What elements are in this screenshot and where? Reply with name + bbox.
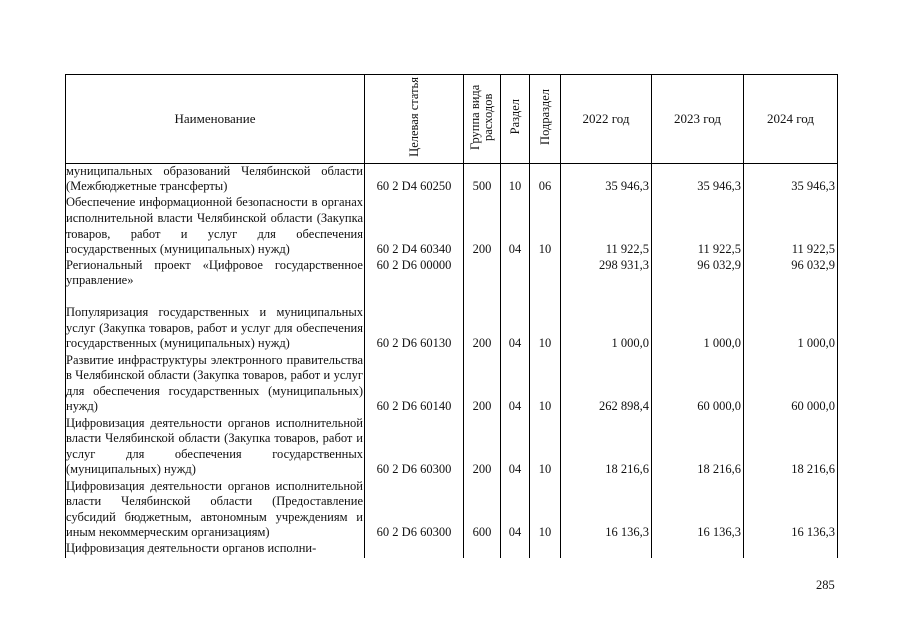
header-name: Наименование <box>66 75 365 164</box>
row-2022: 11 922,5 <box>561 195 652 258</box>
row-rz: 10 <box>501 163 530 195</box>
row-vr: 200 <box>464 352 501 415</box>
row-vr: 500 <box>464 163 501 195</box>
row-vr: 200 <box>464 415 501 478</box>
row-2024: 96 032,9 <box>744 258 838 289</box>
row-pr <box>530 258 561 289</box>
row-2022: 16 136,3 <box>561 478 652 541</box>
row-rz: 04 <box>501 478 530 541</box>
row-csr: 60 2 D6 00000 <box>365 258 464 289</box>
row-pr: 10 <box>530 415 561 478</box>
row-vr: 200 <box>464 289 501 352</box>
table-row <box>66 541 838 558</box>
row-vr: 600 <box>464 478 501 541</box>
table-row <box>66 352 838 415</box>
row-2023: 11 922,5 <box>652 195 744 258</box>
row-pr: 10 <box>530 352 561 415</box>
budget-table <box>65 74 838 558</box>
row-2022 <box>561 541 652 558</box>
row-csr: 60 2 D6 60300 <box>365 478 464 541</box>
row-2022: 18 216,6 <box>561 415 652 478</box>
table-row <box>66 478 838 541</box>
row-vr: 200 <box>464 195 501 258</box>
row-2024: 60 000,0 <box>744 352 838 415</box>
row-name: Обеспечение информационной безопасности в органах исполнительной власти Челябинской области (Закупка товаров, работ и услуг для обеспечения государственных (муниципальных) нужд) <box>66 195 363 257</box>
row-2023: 18 216,6 <box>652 415 744 478</box>
row-pr: 10 <box>530 195 561 258</box>
row-vr <box>464 541 501 558</box>
row-pr <box>530 541 561 558</box>
table-row <box>66 415 838 478</box>
row-pr: 10 <box>530 289 561 352</box>
row-2023 <box>652 541 744 558</box>
row-csr <box>365 541 464 558</box>
header-2024: 2024 год <box>744 75 838 164</box>
row-2022: 35 946,3 <box>561 163 652 195</box>
row-name: муниципальных образований Челябинской области (Межбюджетные трансферты) <box>66 163 363 194</box>
row-2023: 16 136,3 <box>652 478 744 541</box>
row-pr: 10 <box>530 478 561 541</box>
row-2024: 16 136,3 <box>744 478 838 541</box>
row-name: Цифровизация деятельности органов исполнительной власти Челябинской области (Закупка товаров, работ и услуг для обеспечения государственных (муниципальных) нужд) <box>66 415 363 477</box>
row-vr <box>464 258 501 289</box>
row-2022: 298 931,3 <box>561 258 652 289</box>
row-csr: 60 2 D6 60130 <box>365 289 464 352</box>
header-rz: Раздел <box>501 75 530 164</box>
row-2024: 35 946,3 <box>744 163 838 195</box>
table-row <box>66 163 838 195</box>
table-header-row <box>66 75 838 164</box>
header-pr: Подраздел <box>530 75 561 164</box>
row-csr: 60 2 D4 60340 <box>365 195 464 258</box>
header-vr: Группа вида расходов <box>464 75 501 164</box>
row-csr: 60 2 D6 60140 <box>365 352 464 415</box>
row-2024 <box>744 541 838 558</box>
page-number: 285 <box>816 578 835 592</box>
row-2022: 262 898,4 <box>561 352 652 415</box>
row-name: Цифровизация деятельности органов исполни- <box>66 541 365 558</box>
row-name: Цифровизация деятельности органов исполнительной власти Челябинской области (Предоставление субсидий бюджетным, автономным учреждениям и иным некоммерческим организациям) <box>66 478 363 540</box>
row-name: Региональный проект «Цифровое государственное управление» <box>66 257 363 288</box>
header-2022: 2022 год <box>561 75 652 164</box>
row-rz <box>501 258 530 289</box>
table-row <box>66 195 838 258</box>
row-2023: 96 032,9 <box>652 258 744 289</box>
row-rz: 04 <box>501 289 530 352</box>
row-rz: 04 <box>501 195 530 258</box>
row-csr: 60 2 D4 60250 <box>365 163 464 195</box>
table-row <box>66 289 838 352</box>
table-row <box>66 258 838 289</box>
row-2024: 11 922,5 <box>744 195 838 258</box>
row-2023: 1 000,0 <box>652 289 744 352</box>
row-pr: 06 <box>530 163 561 195</box>
row-2023: 35 946,3 <box>652 163 744 195</box>
header-2023: 2023 год <box>652 75 744 164</box>
row-csr: 60 2 D6 60300 <box>365 415 464 478</box>
row-rz <box>501 541 530 558</box>
row-2024: 1 000,0 <box>744 289 838 352</box>
row-2022: 1 000,0 <box>561 289 652 352</box>
row-2024: 18 216,6 <box>744 415 838 478</box>
header-csr: Целевая статья <box>365 75 464 164</box>
row-rz: 04 <box>501 415 530 478</box>
row-name: Развитие инфраструктуры электронного правительства в Челябинской области (Закупка товаров, работ и услуг для обеспечения государственных (муниципальных) нужд) <box>66 352 363 414</box>
row-2023: 60 000,0 <box>652 352 744 415</box>
row-name: Популяризация государственных и муниципальных услуг (Закупка товаров, работ и услуг для обеспечения государственных (муниципальных) нужд) <box>66 289 365 352</box>
row-rz: 04 <box>501 352 530 415</box>
